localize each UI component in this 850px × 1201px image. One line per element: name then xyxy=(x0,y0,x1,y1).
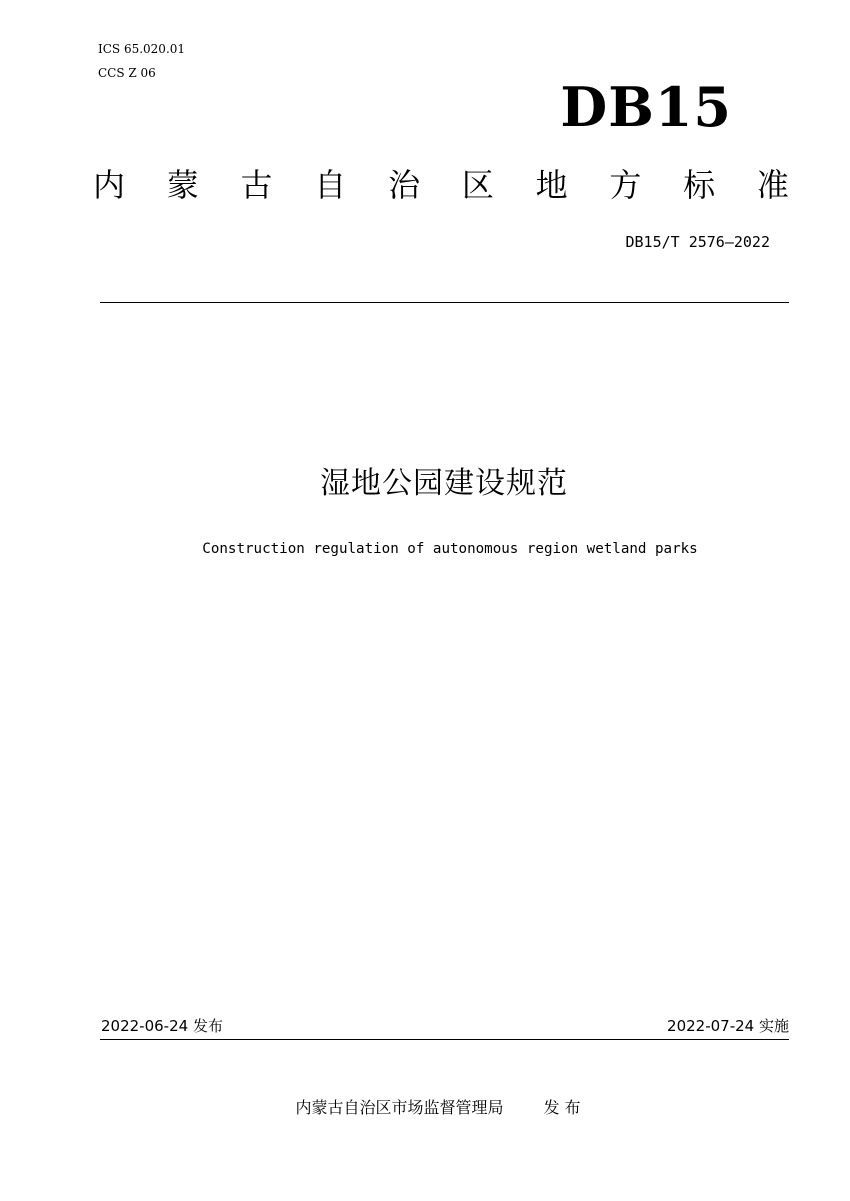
standard-logo: DB15 xyxy=(560,75,732,139)
standard-type-char: 准 xyxy=(756,166,789,204)
ccs-code: CCS Z 06 xyxy=(98,66,156,80)
document-title-english: Construction regulation of autonomous region wetland parks xyxy=(202,541,698,557)
standard-type-heading xyxy=(93,164,789,206)
standard-number: DB15/T 2576—2022 xyxy=(625,233,770,251)
implement-date: 2022-07-24 实施 xyxy=(667,1017,789,1035)
issuer-name: 内蒙古自治区市场监督管理局 xyxy=(295,1098,504,1117)
top-divider xyxy=(100,302,789,303)
standard-type-char: 区 xyxy=(461,166,494,204)
standard-type-char: 蒙 xyxy=(166,166,199,204)
publish-date: 2022-06-24 发布 xyxy=(101,1017,223,1035)
issuer-action: 发 布 xyxy=(543,1098,581,1117)
bottom-divider xyxy=(100,1039,789,1040)
ics-code: ICS 65.020.01 xyxy=(98,42,186,56)
document-title-chinese: 湿地公园建设规范 xyxy=(320,466,568,501)
standard-type-char: 自 xyxy=(314,166,347,204)
standard-type-char: 内 xyxy=(93,166,126,204)
standard-type-char: 治 xyxy=(388,166,421,204)
standard-type-char: 方 xyxy=(609,166,642,204)
standard-type-char: 地 xyxy=(535,166,568,204)
standard-type-char: 标 xyxy=(683,166,716,204)
issuer-line xyxy=(0,1096,850,1120)
standard-type-char: 古 xyxy=(240,166,273,204)
